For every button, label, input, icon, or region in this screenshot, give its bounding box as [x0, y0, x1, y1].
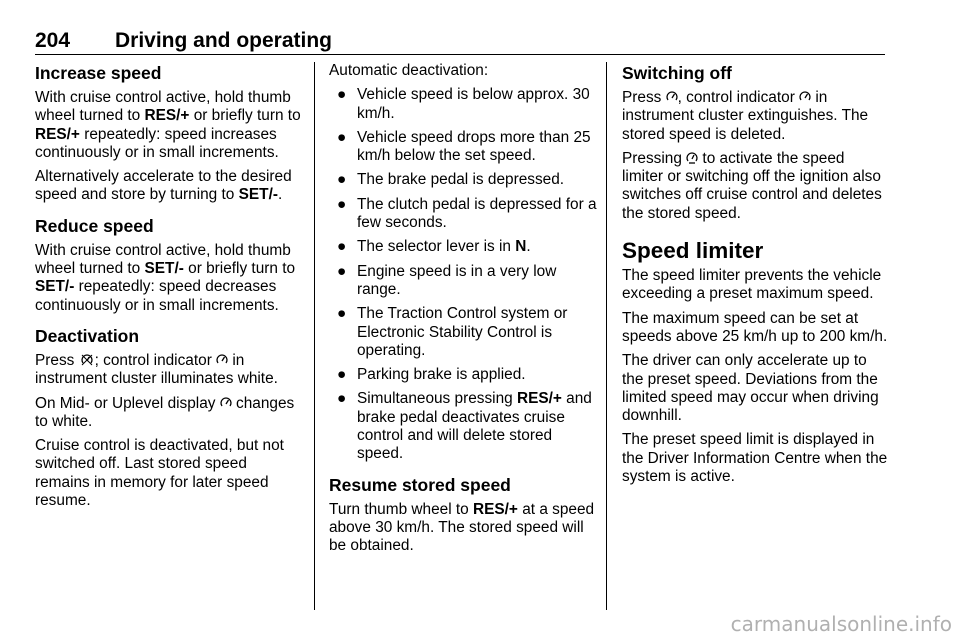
- heading-switching-off: Switching off: [622, 63, 732, 83]
- heading-speed-limiter: Speed limiter: [622, 238, 764, 264]
- watermark: carmanualsonline.info: [730, 612, 952, 636]
- paragraph: Pressing to activate the speed limiter or switching off the ignition also switches off cruise control and deletes the stored speed.: [622, 149, 882, 222]
- cruise-control-icon: [220, 396, 232, 410]
- list-item: ● Parking brake is applied.: [337, 366, 526, 384]
- chapter-title: Driving and operating: [115, 29, 333, 52]
- column-1: [35, 62, 302, 516]
- paragraph: Press , control indicator in instrument cluster extinguishes. The stored speed is deleted.: [622, 89, 869, 143]
- list-item: ● The selector lever is in N.: [337, 238, 531, 256]
- cruise-control-icon: [799, 90, 811, 104]
- deactivation-list: [329, 86, 599, 463]
- column-3: [622, 62, 889, 492]
- list-item: ● The brake pedal is depressed.: [337, 171, 565, 189]
- column-divider: [314, 62, 315, 610]
- paragraph: Cruise control is deactivated, but not switched off. Last stored speed remains in memory for later speed resume.: [35, 437, 284, 510]
- list-item: ● Simultaneous pressing RES/+ and brake pedal deactivates cruise control and will delete stored speed.: [337, 390, 592, 463]
- cruise-control-icon: [666, 90, 678, 104]
- list-item: ● Vehicle speed drops more than 25 km/h below the set speed.: [337, 128, 591, 165]
- heading-reduce-speed: Reduce speed: [35, 215, 154, 236]
- page-number: 204: [35, 29, 71, 52]
- heading-deactivation: Deactivation: [35, 325, 140, 346]
- paragraph: The driver can only accelerate up to the preset speed. Deviations from the limited speed may occur when driving downhill.: [622, 352, 879, 425]
- paragraph: Press ; control indicator in instrument cluster illuminates white.: [35, 351, 278, 388]
- column-divider: [606, 62, 607, 610]
- paragraph: Automatic deactivation:: [329, 62, 489, 79]
- speed-limiter-icon: [686, 151, 698, 165]
- list-item: ● Engine speed is in a very low range.: [337, 262, 557, 298]
- paragraph: Alternatively accelerate to the desired speed and store by turning to SET/-.: [35, 168, 292, 204]
- heading-resume-stored-speed: Resume stored speed: [329, 474, 511, 495]
- list-item: ● Vehicle speed is below approx. 30 km/h.: [337, 86, 590, 122]
- heading-increase-speed: Increase speed: [35, 63, 162, 83]
- paragraph: The maximum speed can be set at speeds above 25 km/h up to 200 km/h.: [622, 309, 888, 345]
- paragraph: Turn thumb wheel to RES/+ at a speed above 30 km/h. The stored speed will be obtained.: [329, 500, 595, 555]
- paragraph: The preset speed limit is displayed in the Driver Information Centre when the system is active.: [622, 431, 888, 486]
- paragraph: With cruise control active, hold thumb wheel turned to RES/+ or briefly turn to RES/+ repeatedly: speed increases continuously or in small increments.: [35, 89, 301, 161]
- list-item: ● The Traction Control system or Electronic Stability Control is operating.: [337, 305, 568, 359]
- cruise-cancel-icon: [79, 353, 95, 367]
- paragraph: With cruise control active, hold thumb wheel turned to SET/- or briefly turn to SET/- repeatedly: speed decreases continuously or in small increments.: [35, 241, 296, 314]
- list-item: ● The clutch pedal is depressed for a few seconds.: [337, 195, 597, 232]
- paragraph: The speed limiter prevents the vehicle exceeding a preset maximum speed.: [622, 267, 882, 303]
- cruise-control-icon: [216, 353, 228, 367]
- page-header: [35, 24, 885, 55]
- paragraph: On Mid- or Uplevel display changes to white.: [35, 394, 295, 430]
- column-2: [329, 62, 599, 562]
